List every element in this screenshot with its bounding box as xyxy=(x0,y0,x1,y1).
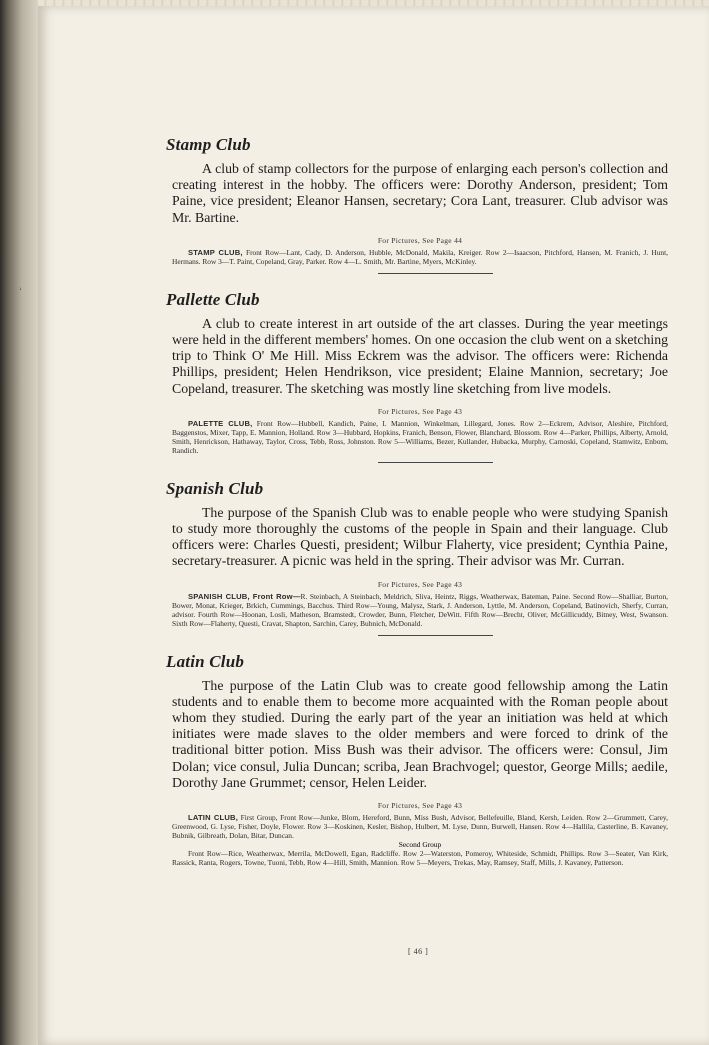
picture-reference: For Pictures, See Page 43 xyxy=(377,579,463,589)
caption-lead: PALETTE CLUB, xyxy=(188,418,253,428)
section-body: The purpose of the Spanish Club was to enable people who were studying Spanish to study more thoroughly the customs of the people in Spain and their language. Club officers were: Charles Questi, president; Wilbur Flaherty, vice president; Cynthia Paine, secretary-treasurer. A picnic was held in the spring. Their advisor was Mr. Curran. xyxy=(172,504,668,569)
section-spanish-club xyxy=(128,479,668,636)
picture-reference: For Pictures, See Page 43 xyxy=(377,801,463,811)
section-body: The purpose of the Latin Club was to create good fellowship among the Latin students and to enable them to become more acquainted with the Roman people about whom they studied. During the early part of the year an initiation was held at which initiates were made slaves to the older members and were forced to drink of the traditional bitter potion. Miss Bush was their advisor. The officers were: Consul, Jim Dolan; vice consul, Julia Duncan; scriba, Jean Brachvogel; questor, George Mills; aedile, Dorothy Jane Grummet; censor, Helen Leider. xyxy=(172,677,668,790)
photo-caption xyxy=(172,248,668,266)
page-number: [ 46 ] xyxy=(408,947,429,956)
section-latin-club xyxy=(128,652,668,867)
book-binding xyxy=(0,0,38,1045)
section-heading: Spanish Club xyxy=(166,478,264,498)
page-content xyxy=(128,135,668,867)
caption-text: Front Row—Lant, Cady, D. Anderson, Hubble, McDonald, Makila, Kreiger. Row 2—Isaacson, Pitchford, Hansen, M. Franich, J. Hunt, Hermans. Row 3—T. Paint, Copeland, Gray, Parker. Row 4—L. Smith, Mr. Bartine, Myers, McKinley. xyxy=(172,247,668,266)
caption-lead: LATIN CLUB, xyxy=(188,813,239,823)
caption-text: First Group, Front Row—Junke, Blom, Hereford, Bunn, Miss Bush, Advisor, Bellefeuille, Bland, Kersh, Leiden. Row 2—Grummett, Carey, Greenwood, G. Lyse, Fisher, Doyle, Flower. Row 3—Koskinen, Kesler, Bishop, Hulbert, M. Lyse, Dunn, Burwell, Hansen. Row 4—Hallila, Casterline, B. Kavaney, Bubnik, Gilbreath, Dolan, Bitar, Duncan. xyxy=(172,813,668,841)
caption-lead: STAMP CLUB, xyxy=(188,247,243,257)
section-stamp-club xyxy=(128,135,668,274)
section-body: A club to create interest in art outside of the art classes. During the year meetings were held in the different members' homes. On one occasion the club went on a sketching trip to Think O' Me Hill. Miss Eckrem was the advisor. The officers were: Richenda Phillips, president; Helen Hendrikson, vice president; Elaine Mannion, secretary; Joe Copeland, treasurer. The sketching was mostly line sketching from live models. xyxy=(172,315,668,396)
picture-reference: For Pictures, See Page 43 xyxy=(377,406,463,416)
photo-caption xyxy=(172,592,668,628)
caption-lead: SPANISH CLUB, Front Row— xyxy=(188,591,301,601)
photo-caption xyxy=(172,813,668,840)
section-heading: Stamp Club xyxy=(166,135,251,154)
photo-caption xyxy=(172,419,668,455)
photo-caption-second-group: Front Row—Rice, Weatherwax, Merrila, McDowell, Egan, Radcliffe. Row 2—Waterston, Pomeroy, Whiteside, Schmidt, Phillips. Row 3—Seater, Van Kirk, Rassick, Ranta, Rogers, Towne, Tuoni, Tebb, Row 4—Hill, Smith, Mannion. Row 5—Meyers, Trekas, May, Ramsey, Staff, Mills, J. Kavaney, Patterson. xyxy=(172,849,668,868)
section-heading: Pallette Club xyxy=(166,289,260,309)
section-pallette-club xyxy=(128,290,668,463)
caption-text: Front Row—Hubbell, Kandich, Paine, I. Mannion, Winkelman, Lillegard, Jones. Row 2—Eckrem, Advisor, Aleshire, Pitchford, Baggenstos, Mixer, Tapp, E. Mannion, Holland. Row 3—Hubbard, Hopkins, Franich, Benson, Flower, Blanchard, Blossom. Row 4—Parker, Phillips, Alberty, Arnold, Smith, Henrickson, Hathaway, Taylor, Cross, Tebb, Ross, Johnston. Row 5—Williams, Bezer, Kullander, Hubacka, Murphy, Carnoski, Copeland, Stamwitz, Enbom, Randich. xyxy=(172,418,668,455)
caption-text: R. Steinbach, A Steinbach, Meldrich, Sliva, Heintz, Riggs, Weatherwax, Bateman, Paine. Second Row—Shalliar, Burton, Bower, Monat, Krieger, Brkich, Cummings, Bacchus. Third Row—Young, Malysz, Stark, J. Anderson, Lyttle, M. Anderson, Copeland, Batinovich, Sherfy, Curran, advisor. Fourth Row—Hoonan, Losli, Matheson, Bramstedt, Crowder, Bunn, Fletcher, DeWitt. Fifth Row—Brecht, Oliver, McGillicuddy, Bitney, West, Swanson. Sixth Row—Flaherty, Questi, Cravat, Shapton, Sarchin, Carey, Bubnich, McDonald. xyxy=(172,591,668,628)
caption-subheading: Second Group xyxy=(398,840,442,850)
section-heading: Latin Club xyxy=(166,651,245,671)
margin-mark: ʻ xyxy=(19,286,22,296)
section-body: A club of stamp collectors for the purpose of enlarging each person's collection and creating interest in the hobby. The officers were: Dorothy Anderson, president; Tom Paine, vice president; Eleanor Hansen, secretary; Cora Lant, treasurer. Club advisor was Mr. Bartine. xyxy=(172,161,668,225)
picture-reference: For Pictures, See Page 44 xyxy=(377,235,463,245)
